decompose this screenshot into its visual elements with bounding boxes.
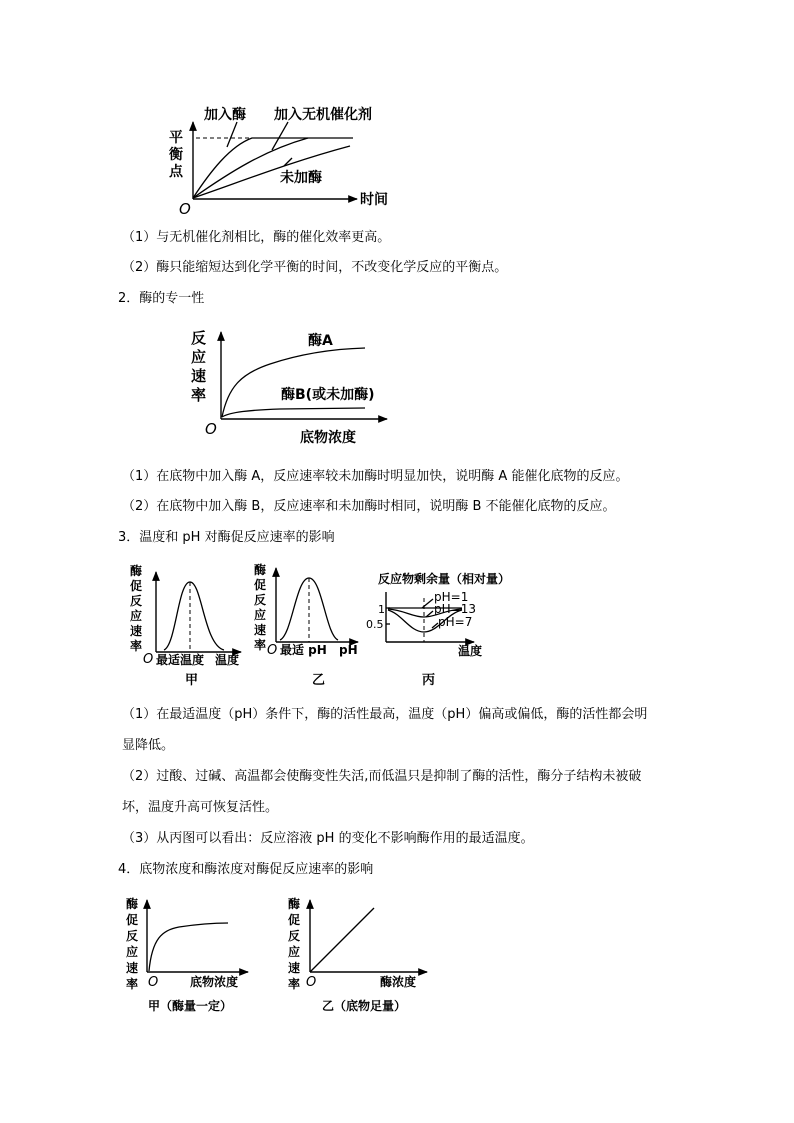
caption: 丙	[422, 673, 436, 688]
label-enzyme-b: 酶B(或未加酶)	[281, 387, 375, 403]
line	[310, 908, 374, 972]
paragraph: （1）在最适温度（pH）条件下，酶的活性最高，温度（pH）偏高或偏低，酶的活性都会明	[122, 707, 648, 722]
y-label-1: 酶	[254, 563, 267, 577]
curve-inorganic	[193, 138, 308, 198]
y-label-3: 反	[130, 594, 143, 608]
y-label-4: 率	[191, 386, 207, 404]
y-label-1: 反	[191, 329, 207, 347]
y-label-5: 速	[126, 961, 139, 975]
y-tick-1: 1	[378, 603, 385, 616]
y-label-5: 速	[288, 961, 301, 975]
y-label-2: 衡	[169, 147, 183, 163]
y-label-3: 速	[191, 367, 207, 385]
paragraph: （1）与无机催化剂相比，酶的催化效率更高。	[122, 230, 391, 245]
y-label-2: 促	[130, 579, 143, 593]
leader-enzyme	[227, 122, 237, 147]
figure-specificity	[180, 318, 410, 453]
paragraph: 坏，温度升高可恢复活性。	[122, 800, 279, 815]
label-ph7: pH=7	[438, 615, 473, 629]
figure-remaining-reactant	[362, 570, 542, 690]
paragraph: （2）过酸、过碱、高温都会使酶变性失活,而低温只是抑制了酶的活性，酶分子结构未被破	[122, 769, 642, 784]
y-label-3: 反	[254, 593, 267, 607]
y-label-4: 应	[126, 945, 139, 959]
y-label-2: 促	[288, 913, 301, 927]
x-label: 时间	[360, 192, 388, 208]
y-tick-0-5: 0.5	[366, 618, 384, 631]
y-label-4: 应	[130, 609, 143, 623]
origin-label: O	[267, 643, 278, 658]
x-label: 底物浓度	[190, 975, 239, 989]
y-label-3: 点	[169, 164, 183, 180]
label-inorganic: 加入无机催化剂	[274, 107, 372, 123]
y-label-2: 促	[254, 578, 267, 592]
y-label-4: 应	[254, 608, 267, 622]
y-label-4: 应	[288, 945, 301, 959]
section-heading: 4．底物浓度和酶浓度对酶促反应速率的影响	[118, 862, 374, 877]
y-label-5: 速	[130, 624, 143, 638]
y-label-6: 率	[254, 638, 267, 652]
label-no-enzyme: 未加酶	[280, 170, 322, 186]
x-label: 温度	[458, 644, 483, 658]
figure-ph	[252, 560, 372, 690]
origin-label: O	[205, 420, 217, 438]
curve-enzyme-b	[222, 408, 365, 417]
paragraph: （2）酶只能缩短达到化学平衡的时间，不改变化学反应的平衡点。	[122, 260, 508, 275]
x-label: 温度	[215, 653, 240, 667]
y-label-1: 平	[169, 130, 183, 146]
label-enzyme: 加入酶	[204, 107, 246, 123]
x-label: 底物浓度	[300, 430, 356, 446]
chart-title: 反应物剩余量（相对量）	[378, 572, 511, 586]
figure-substrate-concentration	[124, 894, 264, 1019]
y-label-6: 率	[126, 977, 139, 991]
y-label-2: 应	[191, 348, 207, 366]
x-label: 酶浓度	[380, 975, 417, 989]
section-heading: 3．温度和 pH 对酶促反应速率的影响	[118, 530, 335, 545]
caption: 乙（底物足量）	[322, 999, 407, 1013]
label-enzyme-a: 酶A	[308, 333, 333, 349]
origin-label: O	[148, 975, 159, 990]
optimum-label: 最适温度	[156, 653, 205, 667]
curve	[164, 582, 224, 650]
paragraph: （1）在底物中加入酶 A，反应速率较未加酶时明显加快，说明酶 A 能催化底物的反应。	[122, 469, 629, 484]
label-ph1: pH=1	[434, 590, 469, 604]
figure-temperature	[128, 560, 248, 690]
x-label: pH	[339, 643, 358, 657]
origin-label: O	[143, 652, 154, 667]
label-ph13: pH=13	[434, 602, 476, 616]
caption: 乙	[312, 673, 326, 688]
origin-label: O	[179, 200, 191, 218]
y-label-3: 反	[288, 929, 301, 943]
y-label-1: 酶	[126, 897, 139, 911]
paragraph: （2）在底物中加入酶 B，反应速率和未加酶时相同，说明酶 B 不能催化底物的反应。	[122, 499, 616, 514]
figure-enzyme-concentration	[286, 894, 436, 1019]
caption: 甲（酶量一定）	[148, 999, 233, 1013]
y-label-1: 酶	[288, 897, 301, 911]
paragraph: 显降低。	[122, 738, 175, 753]
caption: 甲	[185, 673, 199, 688]
optimum-label: 最适 pH	[280, 643, 327, 657]
origin-label: O	[306, 975, 317, 990]
y-label-3: 反	[126, 929, 139, 943]
curve-no-enzyme	[193, 146, 350, 198]
curve	[149, 923, 228, 971]
section-heading: 2．酶的专一性	[118, 291, 205, 306]
y-label-6: 率	[130, 639, 143, 653]
figure-equilibrium	[160, 100, 420, 218]
y-label-1: 酶	[130, 564, 143, 578]
curve-enzyme-a	[222, 348, 365, 417]
y-label-6: 率	[288, 977, 301, 991]
y-label-2: 促	[126, 913, 139, 927]
y-label-5: 速	[254, 623, 267, 637]
paragraph: （3）从丙图可以看出：反应溶液 pH 的变化不影响酶作用的最适温度。	[122, 831, 534, 846]
